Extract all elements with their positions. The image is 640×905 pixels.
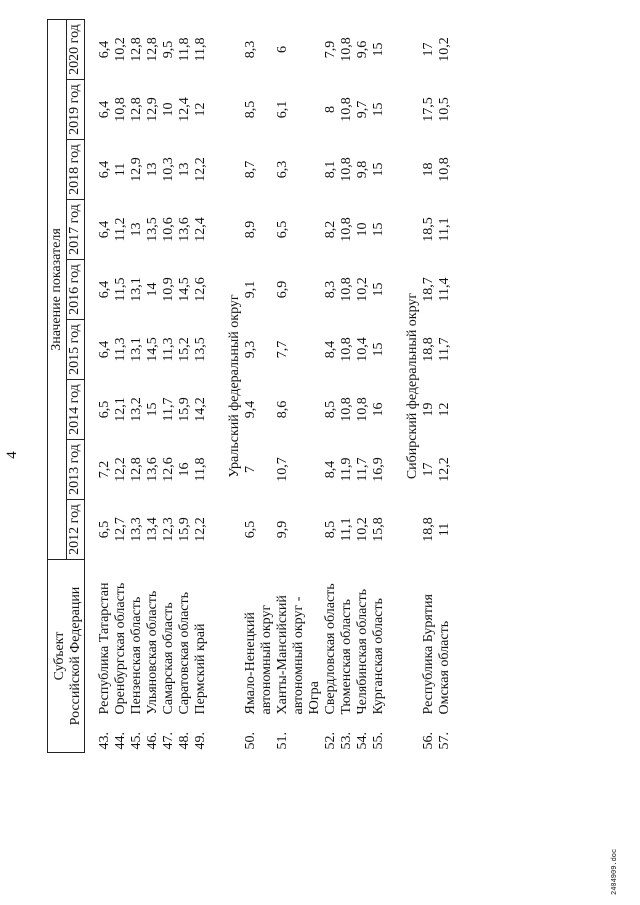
- value-cell: 6,5: [97, 520, 112, 539]
- value-cell: 11,2: [113, 217, 128, 242]
- value-cell: 15,9: [177, 397, 192, 422]
- value-cell: 7,9: [323, 40, 338, 59]
- value-cell: 13: [177, 162, 192, 177]
- value-cell: 19: [421, 402, 436, 417]
- subject-name-line: Ханты-Мансийский: [275, 595, 290, 715]
- value-cell: 10: [355, 222, 370, 237]
- value-cell: 10,8: [355, 397, 370, 422]
- value-cell: 9,6: [355, 40, 370, 59]
- value-cell: 10,4: [355, 337, 370, 362]
- value-cell: 9,1: [243, 280, 258, 299]
- value-cell: 11,9: [339, 457, 354, 482]
- year-header: 2020 год: [66, 20, 85, 80]
- value-cell: 8,5: [243, 100, 258, 119]
- value-cell: 12,9: [145, 97, 160, 122]
- value-cell: 6: [275, 46, 290, 53]
- page-number: 4: [4, 451, 20, 459]
- value-cell: 11,8: [193, 457, 208, 482]
- subject-header: [48, 560, 85, 753]
- row-number: 54.: [355, 732, 370, 750]
- value-cell: 10,9: [161, 277, 176, 302]
- value-cell: 12,8: [129, 457, 144, 482]
- value-cell: 8,6: [275, 400, 290, 419]
- year-header: 2019 год: [66, 80, 85, 140]
- value-cell: 18,8: [421, 517, 436, 542]
- section-spacer: [209, 20, 227, 753]
- value-cell: 10,2: [355, 517, 370, 542]
- year-header: 2012 год: [66, 500, 85, 560]
- value-cell: 11,7: [437, 337, 452, 362]
- indicator-table: [47, 19, 453, 753]
- subject-name: [437, 560, 453, 717]
- value-cell: 12: [437, 402, 452, 417]
- value-cell: 18,5: [421, 217, 436, 242]
- value-cell: 13,4: [145, 517, 160, 542]
- value-cell: 17: [421, 462, 436, 477]
- value-cell: 11,3: [113, 337, 128, 362]
- table-row: [161, 20, 177, 753]
- value-cell: 6,4: [97, 280, 112, 299]
- subject-name: [97, 560, 113, 717]
- subject-name: [193, 560, 209, 717]
- subject-name-line: Саратовская область: [177, 591, 192, 715]
- year-header: 2015 год: [66, 320, 85, 380]
- value-cell: 12,9: [129, 157, 144, 182]
- region-row: [227, 20, 243, 753]
- row-number: 48.: [177, 732, 192, 750]
- value-cell: 11,5: [113, 277, 128, 302]
- value-cell: 15,2: [177, 337, 192, 362]
- value-cell: 16: [371, 402, 386, 417]
- value-cell: 17,5: [421, 97, 436, 122]
- spacer-cell: [387, 20, 405, 753]
- row-number: 46.: [145, 732, 160, 750]
- subject-name: [371, 560, 387, 717]
- year-header: 2018 год: [66, 140, 85, 200]
- value-cell: 15: [371, 222, 386, 237]
- table-row: [421, 20, 437, 753]
- value-cell: 12,8: [129, 37, 144, 62]
- subject-name-line: Челябинская область: [355, 589, 370, 715]
- value-cell: 12,1: [113, 397, 128, 422]
- value-cell: 10,8: [339, 157, 354, 182]
- region-heading: Уральский федеральный округ: [227, 294, 242, 478]
- value-cell: 9,5: [161, 40, 176, 59]
- subject-name-line: автономный округ: [259, 604, 274, 715]
- value-cell: 12,7: [113, 517, 128, 542]
- value-cell: 7: [243, 466, 258, 473]
- subject-name-line: Самарская область: [161, 602, 176, 715]
- table-row: [177, 20, 193, 753]
- table-row: [371, 20, 387, 753]
- subject-name: [177, 560, 193, 717]
- table-row: [437, 20, 453, 753]
- year-header: 2016 год: [66, 260, 85, 320]
- value-cell: 12: [193, 102, 208, 117]
- subject-name: [113, 560, 129, 717]
- subject-name: [421, 560, 437, 717]
- value-cell: 13,5: [193, 337, 208, 362]
- value-cell: 6,5: [97, 400, 112, 419]
- value-cell: 10,8: [113, 97, 128, 122]
- value-cell: 13,6: [177, 217, 192, 242]
- value-cell: 18,7: [421, 277, 436, 302]
- value-cell: 8,9: [243, 220, 258, 239]
- value-cell: 11,7: [161, 397, 176, 422]
- subject-name-line: Республика Татарстан: [97, 582, 112, 715]
- value-cell: 6,1: [275, 100, 290, 119]
- subject-name: [275, 560, 323, 717]
- value-cell: 10,5: [437, 97, 452, 122]
- value-cell: 9,8: [355, 160, 370, 179]
- value-cell: 15: [145, 402, 160, 417]
- value-cell: 6,4: [97, 220, 112, 239]
- value-cell: 10,8: [339, 97, 354, 122]
- value-cell: 14,5: [177, 277, 192, 302]
- subject-name-line: Свердловская область: [323, 583, 338, 715]
- subject-name-line: Югра: [307, 681, 322, 715]
- value-cell: 13,5: [145, 217, 160, 242]
- value-cell: 8,5: [323, 520, 338, 539]
- subject-name-line: Республика Бурятия: [421, 594, 436, 715]
- value-cell: 8,4: [323, 460, 338, 479]
- subject-name: [145, 560, 161, 717]
- header-row-top: [48, 20, 67, 753]
- row-number: 44.: [113, 732, 128, 750]
- value-cell: 10,7: [275, 457, 290, 482]
- row-number: 49.: [193, 732, 208, 750]
- value-cell: 11,7: [355, 457, 370, 482]
- value-cell: 8,3: [243, 40, 258, 59]
- value-cell: 14,5: [145, 337, 160, 362]
- value-cell: 10,8: [339, 277, 354, 302]
- table-row: [275, 20, 323, 753]
- value-cell: 15: [371, 102, 386, 117]
- subject-name-line: Пермский край: [193, 623, 208, 715]
- value-cell: 6,4: [97, 160, 112, 179]
- value-cell: 6,4: [97, 40, 112, 59]
- value-cell: 10,8: [437, 157, 452, 182]
- row-number: 55.: [371, 732, 386, 750]
- subject-name: [161, 560, 177, 717]
- subject-header-line2: Российской Федерации: [68, 586, 83, 726]
- subject-name-line: Ульяновская область: [145, 590, 160, 715]
- value-cell: 8,5: [323, 400, 338, 419]
- value-cell: 12,3: [161, 517, 176, 542]
- value-cell: 10,8: [339, 337, 354, 362]
- footer-file-code: 2404909.doc: [611, 848, 619, 895]
- value-cell: 11: [437, 522, 452, 537]
- table-row: [355, 20, 371, 753]
- value-cell: 13,1: [129, 337, 144, 362]
- year-header: 2013 год: [66, 440, 85, 500]
- value-cell: 11,8: [193, 37, 208, 62]
- value-cell: 12,8: [129, 97, 144, 122]
- spacer-cell: [209, 20, 227, 753]
- value-cell: 6,4: [97, 100, 112, 119]
- value-cell: 15,9: [177, 517, 192, 542]
- value-cell: 13,1: [129, 277, 144, 302]
- value-cell: 8,1: [323, 160, 338, 179]
- section-spacer: [387, 20, 405, 753]
- subject-name-line: Ямало-Ненецкий: [243, 612, 258, 715]
- value-cell: 18,8: [421, 337, 436, 362]
- value-cell: 9,4: [243, 400, 258, 419]
- value-cell: 8: [323, 106, 338, 113]
- table-row: [323, 20, 339, 753]
- subject-name-line: Курганская область: [371, 598, 386, 715]
- value-cell: 11,1: [339, 517, 354, 542]
- value-cell: 15: [371, 282, 386, 297]
- value-cell: 13,2: [129, 397, 144, 422]
- value-cell: 6,5: [243, 520, 258, 539]
- subject-name-line: Оренбургская область: [113, 582, 128, 715]
- value-cell: 12,6: [193, 277, 208, 302]
- value-cell: 14: [145, 282, 160, 297]
- value-cell: 8,7: [243, 160, 258, 179]
- value-cell: 10: [161, 102, 176, 117]
- row-number: 45.: [129, 732, 144, 750]
- value-cell: 15,8: [371, 517, 386, 542]
- header-gap: [85, 20, 98, 753]
- value-cell: 12,2: [437, 457, 452, 482]
- value-cell: 12,2: [193, 517, 208, 542]
- value-cell: 6,3: [275, 160, 290, 179]
- row-number: 43.: [97, 732, 112, 750]
- subject-name-line: Омская область: [437, 620, 452, 715]
- value-cell: 6,4: [97, 340, 112, 359]
- value-cell: 10,2: [355, 277, 370, 302]
- table-row: [145, 20, 161, 753]
- value-cell: 15: [371, 162, 386, 177]
- row-number: 53.: [339, 732, 354, 750]
- value-cell: 6,5: [275, 220, 290, 239]
- value-cell: 13: [145, 162, 160, 177]
- table-row: [129, 20, 145, 753]
- year-header: 2014 год: [66, 380, 85, 440]
- subject-name: [243, 560, 275, 717]
- value-cell: 13,3: [129, 517, 144, 542]
- value-cell: 11,3: [161, 337, 176, 362]
- row-number: 57.: [437, 732, 452, 750]
- value-cell: 17: [421, 42, 436, 57]
- value-cell: 8,3: [323, 280, 338, 299]
- value-cell: 11,1: [437, 217, 452, 242]
- subject-name: [323, 560, 339, 717]
- value-cell: 10,8: [339, 217, 354, 242]
- table-row: [97, 20, 113, 753]
- subject-name-line: Тюменская область: [339, 599, 354, 715]
- value-cell: 12,4: [193, 217, 208, 242]
- value-cell: 16: [177, 462, 192, 477]
- table-row: [113, 20, 129, 753]
- value-cell: 9,3: [243, 340, 258, 359]
- value-cell: 15: [371, 342, 386, 357]
- row-number: 56.: [421, 732, 436, 750]
- value-cell: 15: [371, 42, 386, 57]
- value-cell: 10,2: [437, 37, 452, 62]
- value-cell: 10,8: [339, 37, 354, 62]
- value-cell: 12,6: [161, 457, 176, 482]
- value-cell: 8,4: [323, 340, 338, 359]
- value-cell: 11,4: [437, 277, 452, 302]
- value-cell: 12,8: [145, 37, 160, 62]
- value-cell: 11,8: [177, 37, 192, 62]
- value-cell: 10,3: [161, 157, 176, 182]
- value-cell: 14,2: [193, 397, 208, 422]
- region-row: [405, 20, 421, 753]
- value-cell: 12,2: [193, 157, 208, 182]
- row-number: 52.: [323, 732, 338, 750]
- value-cell: 16,9: [371, 457, 386, 482]
- value-cell: 18: [421, 162, 436, 177]
- subject-name: [355, 560, 371, 717]
- row-number: 50.: [243, 732, 258, 750]
- value-cell: 12,4: [177, 97, 192, 122]
- value-cell: 10,2: [113, 37, 128, 62]
- value-cell: 8,2: [323, 220, 338, 239]
- table-body: [48, 20, 454, 753]
- subject-name-line: автономный округ -: [291, 596, 306, 715]
- value-cell: 12,2: [113, 457, 128, 482]
- subject-name: [339, 560, 355, 717]
- subject-name: [129, 560, 145, 717]
- value-cell: 9,7: [355, 100, 370, 119]
- value-cell: 13: [129, 222, 144, 237]
- value-cell: 13,6: [145, 457, 160, 482]
- row-number: 47.: [161, 732, 176, 750]
- value-cell: 10,6: [161, 217, 176, 242]
- subject-name-line: Пензенская область: [129, 596, 144, 715]
- value-cell: 10,8: [339, 397, 354, 422]
- year-header: 2017 год: [66, 200, 85, 260]
- value-header: Значение показателя: [48, 20, 67, 560]
- value-cell: 7,7: [275, 340, 290, 359]
- row-number: 51.: [275, 732, 290, 750]
- table-row: [243, 20, 275, 753]
- subject-header-line1: Субъект: [52, 631, 67, 681]
- table-row: [193, 20, 209, 753]
- value-cell: 9,9: [275, 520, 290, 539]
- value-cell: 6,9: [275, 280, 290, 299]
- value-cell: 7,2: [97, 460, 112, 479]
- table-row: [339, 20, 355, 753]
- value-cell: 11: [113, 162, 128, 177]
- region-heading: Сибирский федеральный округ: [405, 292, 420, 480]
